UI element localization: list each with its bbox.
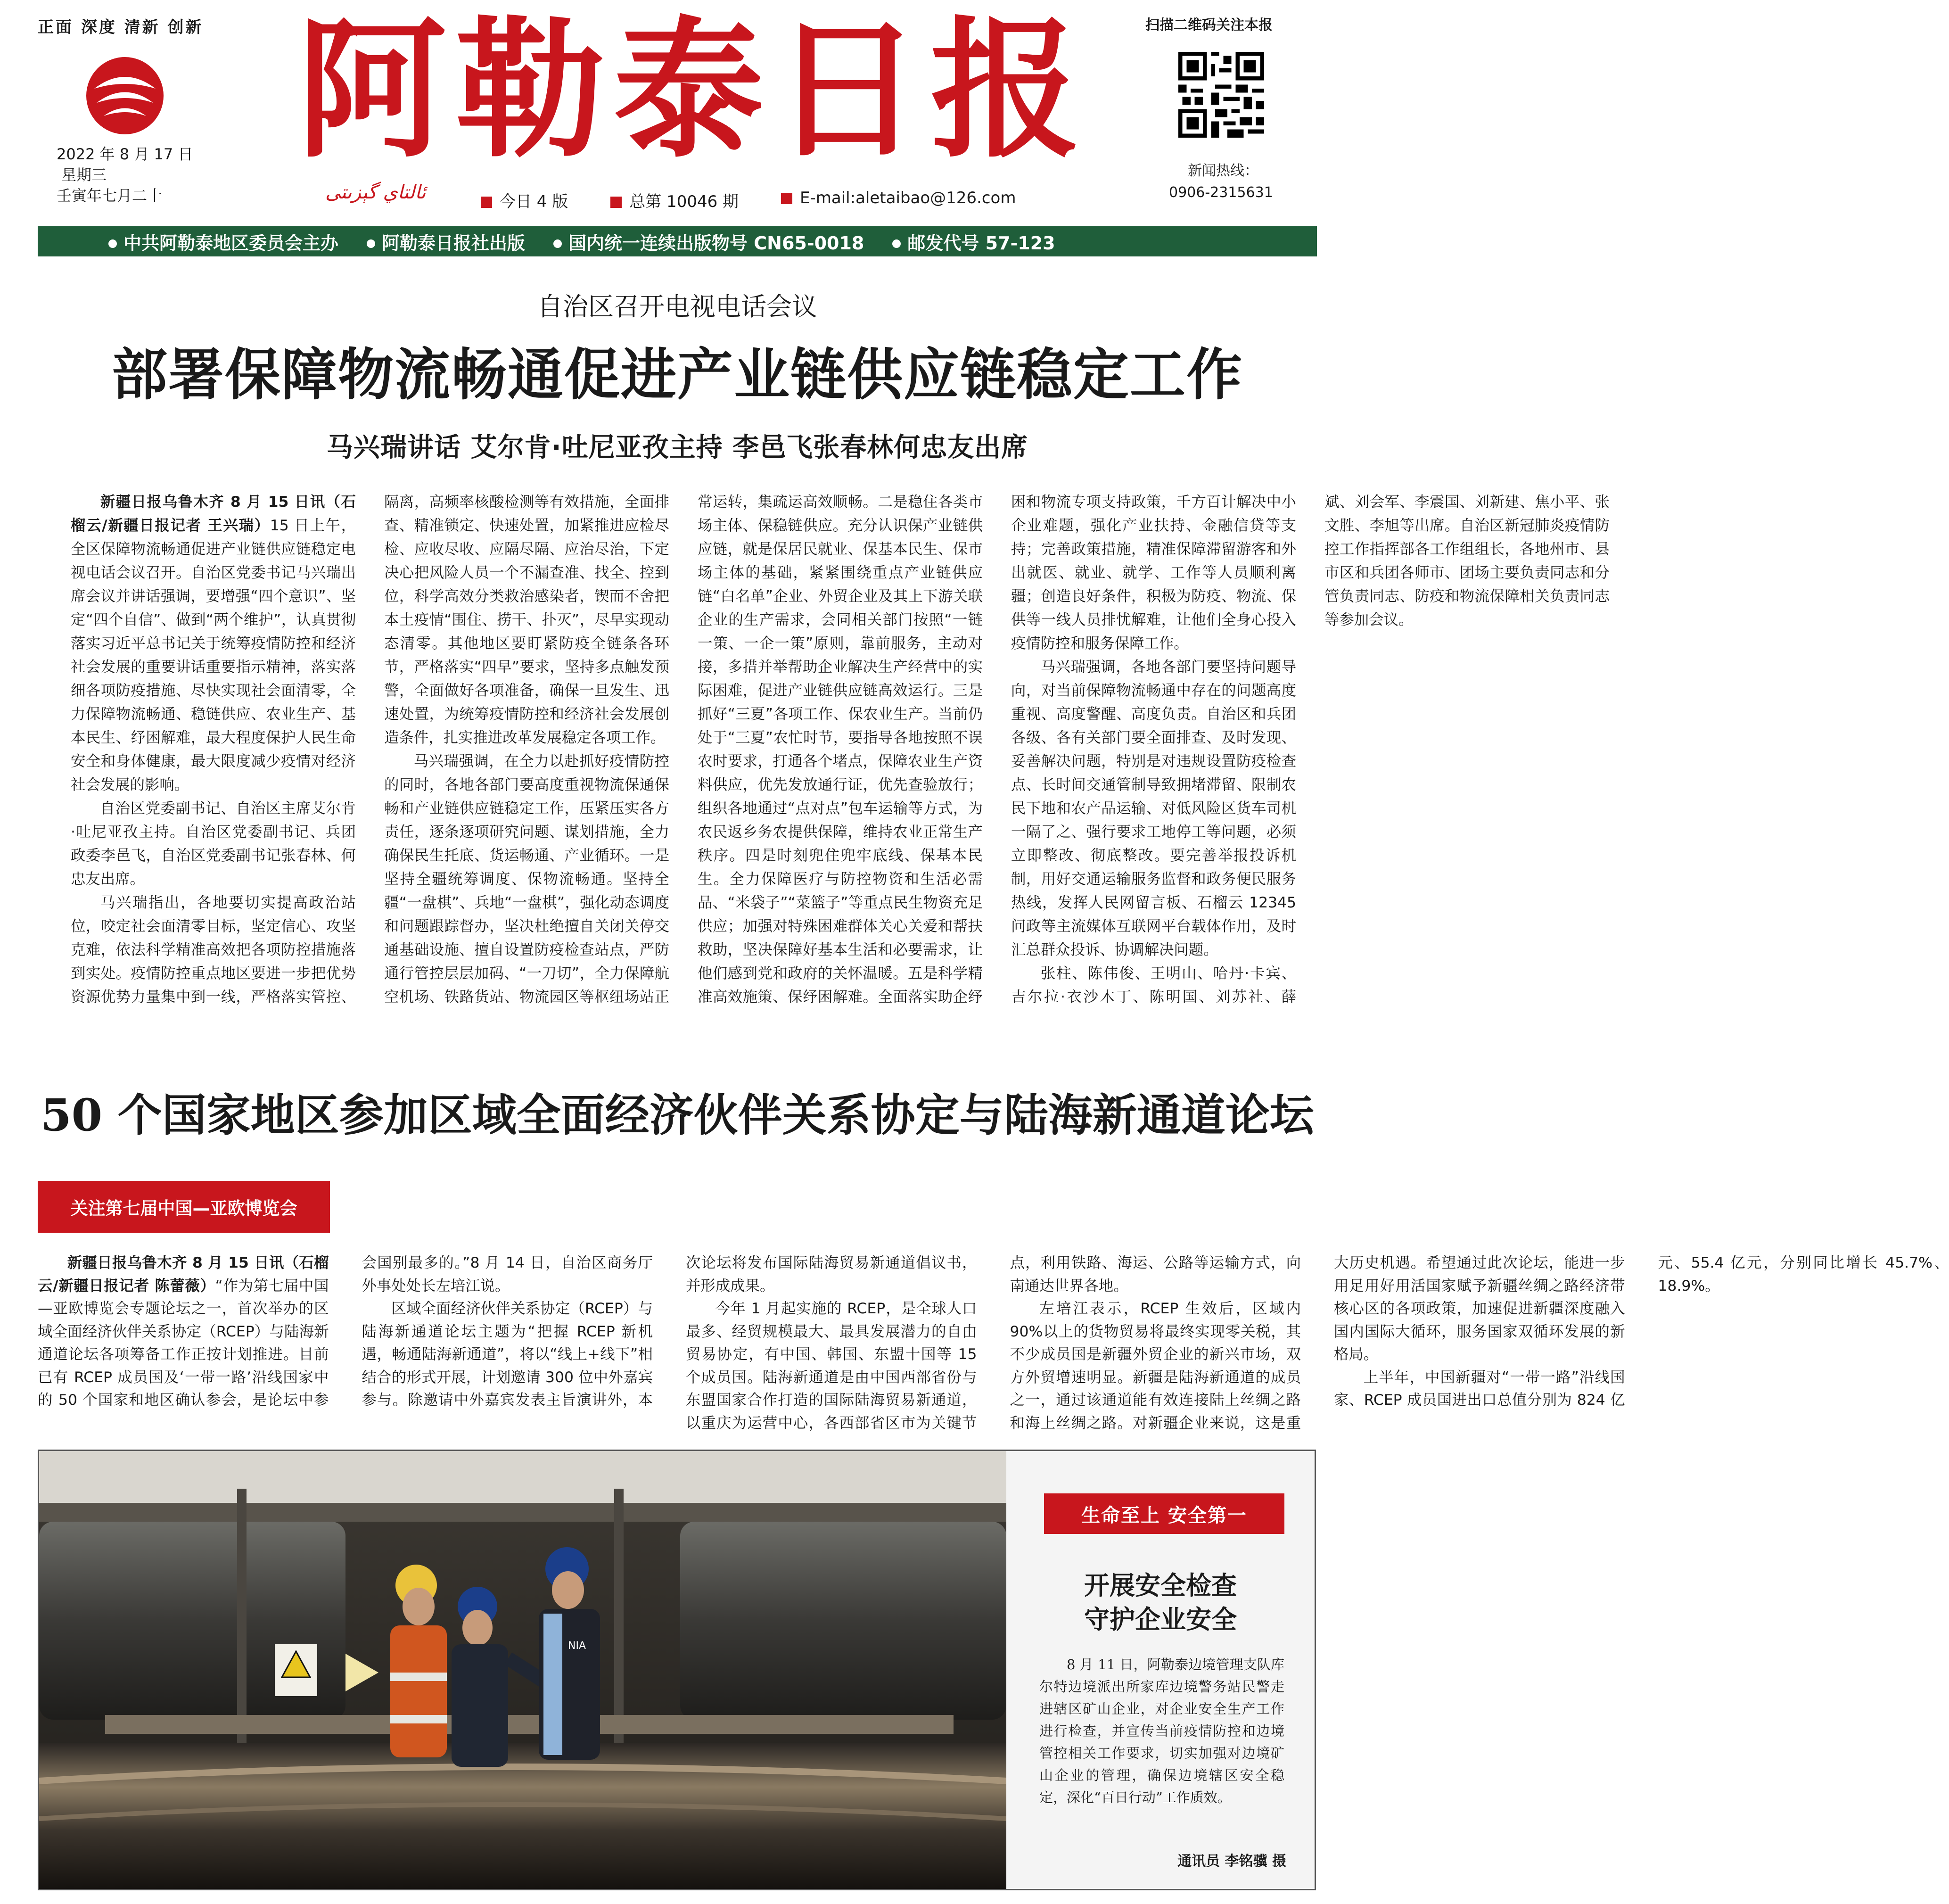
lead-paragraph: 马兴瑞强调，在全力以赴抓好疫情防控的同时，各地各部门要高度重视物流保通保畅和产业链供应链稳定工作，压紧压实各方责任，逐条逐项研究问题、谋划措施，全力确保民生托底、货运畅通、产业循环。一是坚持全疆统筹调度、保物流畅通。坚持全疆“一盘棋”、兵地“一盘棋”，强化动态调度和问题跟踪督办，坚决杜绝擅自关闭关停交通基础设施、擅自设置防疫检查站点，严防通行管控层层加码、“一刀切”，全力保障航空机场、铁路货站、物流园区等枢纽场站正常运转，集疏运高效顺畅。二是稳住各类市场主体、保稳链供应。充分认识保产业链供应链，就是保居民就业、保基本民生、保市场主体的基础，紧紧围绕重点产业链供应链“白名单”企业、外贸企业及其上下游关联企业的生产需求，会同相关部门按照“一链一策、一企一策”原则，靠前服务，主动对接，多措并举帮助企业解决生产经营中的实际困难，促进产业链供应链高效运行。三是抓好“三夏”各项工作、保农业生产。当前仍处于“三夏”农忙时节，要指导各地按照不误农时要求，打通各个堵点，保障农业生产资料供应，优先发放通行证，优先查验放行；组织各地通过“点对点”包车运输等方式，为农民返乡务农提供保障，维持农业正常生产秩序。四是时刻兜住兜牢底线、保基本民生。全力保障医疗与防控物资和生活必需品、“米袋子”“菜篮子”等重点民生物资充足供应；加强对特殊困难群体关心关爱和帮扶救助，坚决保障好基本生活和必要需求，让他们感到党和政府的关怀温暖。五是科学精准高效施策、保纾困解难。全面落实助企纾困和物流专项支持政策，千方百计解决中小企业难题，强化产业扶持、金融信贷等支持；完善政策措施，精准保障滞留游客和外出就医、就业、就学、工作等人员顺利离疆；创造良好条件，积极为防疫、物流、保供等一线人员排忧解难，让他们全身心投入疫情防控和服务保障工作。 <box>384 494 1296 1006</box>
safety-banner: 生命至上 安全第一 <box>1044 1493 1284 1534</box>
dot-bullet-icon <box>553 239 562 248</box>
photo-credit: 通讯员 李铭骥 摄 <box>1177 1853 1286 1870</box>
date-block <box>57 144 193 206</box>
issue-meta <box>481 189 1016 212</box>
publication-info-item: 国内统一连续出版物号 CN65-0018 <box>553 229 864 255</box>
dot-bullet-icon <box>892 239 901 248</box>
photo-title-line: 守护企业安全 <box>1084 1605 1237 1634</box>
dot-bullet-icon <box>367 239 375 248</box>
second-paragraph: 左培江表示，RCEP 生效后，区域内 90%以上的货物贸易将最终实现零关税，其不少成员国是新疆外贸企业的新兴市场，双方外贸增速明显。新疆是陆海新通道的成员之一，通过该通道能有效连接陆上丝绸之路和海上丝绸之路。对新疆企业来说，这是重大历史机遇。希望通过此次论坛，能进一步用足用好用活国家赋予新疆丝绸之路经济带核心区的各项政策，加速促进新疆深度融入国内国际大循环，服务国家双循环发展的新格局。 <box>1010 1254 1625 1432</box>
masthead-slogan: 正面 深度 清新 创新 <box>38 18 204 37</box>
second-byline: 新疆日报乌鲁木齐 8 月 15 日讯（石榴云/新疆日报记者 陈蕾薇） <box>38 1254 329 1294</box>
lead-subhead: 马兴瑞讲话 艾尔肯·吐尼亚孜主持 李邑飞张春林何忠友出席 <box>326 432 1028 463</box>
second-paragraph: 区域全面经济伙伴关系协定（RCEP）与陆海新通道论坛主题为“把握 RCEP 新机遇，畅通陆海新通道”，将以“线上+线下”相结合的形式开展，计划邀请 300 位中外嘉宾参与。除邀请中外嘉宾发表主旨演讲外，本次论坛将发布国际陆海贸易新通道倡议书，并形成成果。 <box>362 1254 977 1409</box>
issue-date: 2022 年 8 月 17 日 <box>57 145 193 163</box>
square-bullet-icon <box>781 193 792 204</box>
photo-caption-panel <box>1006 1451 1315 1889</box>
lead-paragraph: 马兴瑞强调，各地各部门要坚持问题导向，对当前保障物流畅通中存在的问题高度重视、高度警醒、高度负责。自治区和兵团各级、各有关部门要全面排查、及时发现、妥善解决问题，特别是对违规设置防疫检查点、长时间交通管制导致拥堵滞留、限制农民下地和农产品运输、对低风险区货车司机一隔了之、强行要求工地停工等问题，必须立即整改、彻底整改。要完善举报投诉机制，用好交通运输服务监督和政务便民服务热线，发挥人民网留言板、石榴云 12345 问政等主流媒体互联网平台载体作用，及时汇总群众投诉、协调解决问题。 <box>1011 659 1296 958</box>
second-headline[interactable]: 50 个国家地区参加区域全面经济伙伴关系协定与陆海新通道论坛 <box>41 1089 1314 1141</box>
lead-paragraph: 马兴瑞指出，各地要切实提高政治站位，咬定社会面清零目标，坚定信心、攻坚克难，依法科学精准高效把各项防控措施落到实处。疫情防控重点地区要进一步把优势资源优势力量集中到一线，严格落实管控、隔离，高频率核酸检测等有效措施，全面排查、精准锁定、快速处置，加紧推进应检尽检、应收尽收、应隔尽隔、应治尽治，下定决心把风险人员一个不漏查准、找全、控到位，科学高效分类救治感染者，锲而不舍把本土疫情“围住、捞干、扑灭”，尽早实现动态清零。其他地区要盯紧防疫全链条各环节，严格落实“四早”要求，坚持多点触发预警，全面做好各项准备，确保一旦发生、迅速处置，为统筹疫情防控和经济社会发展创造条件，扎实推进改革发展稳定各项工作。 <box>71 494 669 1006</box>
second-article-body <box>38 1252 1949 1438</box>
second-paragraph: 今年 1 月起实施的 RCEP，是全球人口最多、经贸规模最大、最具发展潜力的自由贸易协定，有中国、韩国、东盟十国等 15 个成员国。陆海新通道是由中国西部省份与东盟国家合作打造的国际陆海贸易新通道，以重庆为运营中心，各西部省区市为关键节点，利用铁路、海运、公路等运输方式，向南通达世界各地。 <box>686 1254 1301 1432</box>
newspaper-title: 阿勒泰日报 <box>297 1 1089 178</box>
publication-info-item: 阿勒泰日报社出版 <box>367 229 525 255</box>
vest-label: NIA <box>568 1640 586 1652</box>
publication-info-item: 中共阿勒泰地区委员会主办 <box>108 229 338 255</box>
hotline-number: 0906-2315631 <box>1169 184 1273 201</box>
lead-paragraph: 15 日上午，全区保障物流畅通促进产业链供应链稳定电视电话会议召开。自治区党委书记马兴瑞出席会议并讲话强调，要增强“四个意识”、坚定“四个自信”、做到“两个维护”，认真贯彻落实习近平总书记关于统筹疫情防控和经济社会发展的重要讲话重要指示精神，落实落细各项防疫措施、尽快实现社会面清零，全力保障物流畅通、稳链供应、农业生产、基本民生、纾困解难，最大程度保护人民生命安全和身体健康，最大限度减少疫情对经济社会发展的影响。 <box>71 517 356 793</box>
qr-code-icon[interactable] <box>1178 52 1264 138</box>
lead-headline[interactable]: 部署保障物流畅通促进产业链供应链稳定工作 <box>111 342 1243 407</box>
newspaper-emblem-icon <box>85 56 165 136</box>
issue-lunar-date: 壬寅年七月二十 <box>57 187 163 205</box>
lead-paragraph: 自治区党委副书记、自治区主席艾尔肯·吐尼亚孜主持。自治区党委副书记、兵团政委李邑飞，自治区党委副书记张春林、何忠友出席。 <box>71 800 356 888</box>
square-bullet-icon <box>610 197 622 208</box>
hotline <box>1169 160 1273 204</box>
photo-caption <box>1039 1654 1284 1809</box>
page-count: 今日 4 版 <box>481 189 568 212</box>
lead-byline: 新疆日报乌鲁木齐 8 月 15 日讯（石榴云/新疆日报记者 王兴瑞） <box>71 494 356 534</box>
second-paragraph: 上半年，中国新疆对“一带一路”沿线国家、RCEP 成员国进出口总值分别为 824 亿元、55.4 亿元，分别同比增长 45.7%、18.9%。 <box>1334 1254 1949 1409</box>
lead-article-body <box>71 490 1610 1023</box>
photo-feature-title <box>1006 1569 1315 1637</box>
photo-illustration <box>39 1451 1006 1889</box>
photo-title-line: 开展安全检查 <box>1084 1571 1237 1600</box>
issue-weekday: 星期三 <box>61 166 107 184</box>
dot-bullet-icon <box>108 239 117 248</box>
publication-info-item: 邮发代号 57-123 <box>892 229 1055 255</box>
mine-inspection-photo[interactable] <box>39 1451 1006 1889</box>
qr-label: 扫描二维码关注本报 <box>1145 17 1273 33</box>
uyghur-title: ئالتاي گېزىتى <box>325 181 426 203</box>
email[interactable]: E-mail:aletaibao@126.com <box>781 189 1016 212</box>
expo-column-banner: 关注第七届中国—亚欧博览会 <box>38 1181 330 1233</box>
lead-paragraph: 张柱、陈伟俊、王明山、哈丹·卡宾、吉尔拉·衣沙木丁、陈明国、刘苏社、薛斌、刘会军、李震国、刘新建、焦小平、张文胜、李旭等出席。自治区新冠肺炎疫情防控工作指挥部各工作组组长，各地州市、县市区和兵团各师市、团场主要负责同志和分管负责同志、防疫和物流保障相关负责同志等参加会议。 <box>1011 494 1610 1006</box>
square-bullet-icon <box>481 197 492 208</box>
photo-caption-text: 8 月 11 日，阿勒泰边境管理支队库尔特边境派出所家库边境警务站民警走进辖区矿山企业，对企业安全生产工作进行检查，并宣传当前疫情防控和边境管控相关工作要求，切实加强对边境矿山企业的管理，确保边境辖区安全稳定，深化“百日行动”工作质效。 <box>1039 1657 1284 1805</box>
issue-number: 总第 10046 期 <box>610 189 739 212</box>
second-paragraph: “作为第七届中国—亚欧博览会专题论坛之一，首次举办的区域全面经济伙伴关系协定（RCEP）与陆海新通道论坛各项筹备工作正按计划推进。目前已有 RCEP 成员国及‘一带一路’沿线国家中的 50 个国家和地区确认参会，是论坛中参会国别最多的。”8 月 14 日，自治区商务厅外事处处长左培江说。 <box>38 1254 653 1409</box>
publication-info-bar <box>38 226 1317 256</box>
hotline-label: 新闻热线： <box>1188 163 1258 179</box>
lead-kicker: 自治区召开电视电话会议 <box>537 292 817 321</box>
photo-feature <box>38 1450 1316 1890</box>
